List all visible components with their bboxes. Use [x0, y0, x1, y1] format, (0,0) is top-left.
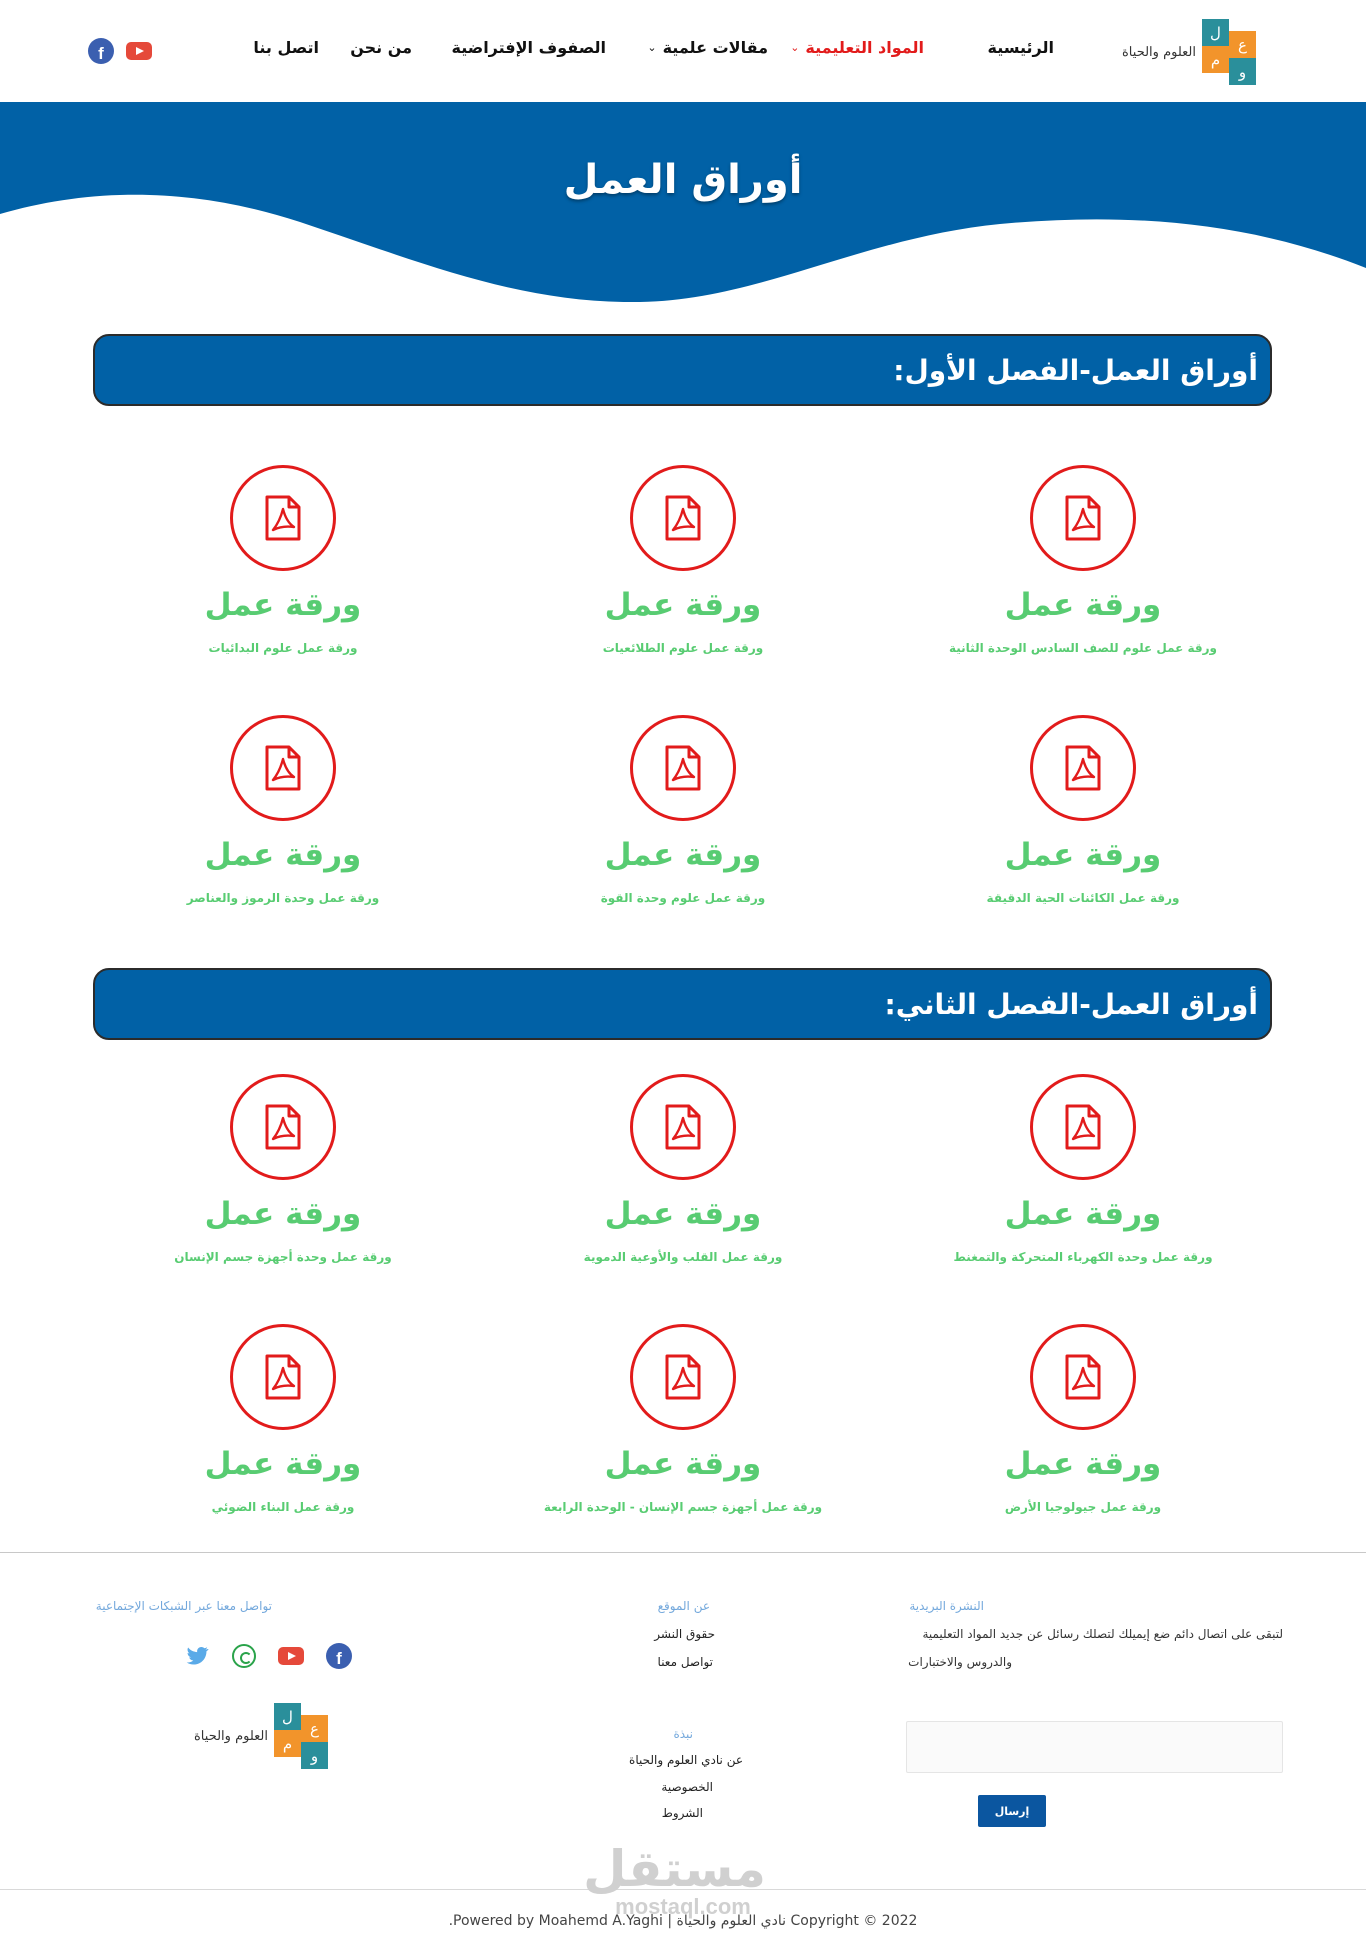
- page-hero: [0, 102, 1366, 302]
- section-title: أوراق العمل-الفصل الثاني:: [884, 988, 1258, 1021]
- nav-item-home[interactable]: [988, 38, 1055, 57]
- newsletter-text: لتبقى على اتصال دائم ضع إيميلك لتصلك رسائل عن جديد المواد التعليمية: [922, 1627, 1283, 1641]
- logo-letter: ل: [274, 1703, 301, 1730]
- worksheet-card[interactable]: [83, 1324, 483, 1514]
- worksheet-link[interactable]: ورقة عمل جيولوجيا الأرض: [1004, 1500, 1162, 1514]
- worksheet-title: ورقة عمل: [604, 837, 762, 873]
- youtube-icon[interactable]: [278, 1647, 304, 1665]
- newsletter-email-input[interactable]: [906, 1721, 1283, 1773]
- pdf-file-icon: [1063, 1354, 1103, 1400]
- worksheet-title: ورقة عمل: [604, 1196, 762, 1232]
- logo-letter: ع: [1229, 31, 1256, 58]
- site-header: [0, 0, 1366, 102]
- footer-link-privacy[interactable]: الخصوصية: [661, 1780, 713, 1794]
- pdf-icon-circle: [630, 1074, 736, 1180]
- youtube-icon[interactable]: [126, 42, 152, 60]
- pdf-icon-circle: [230, 1074, 336, 1180]
- nav-item-scientific-articles[interactable]: [647, 38, 768, 57]
- section-banner-first-semester: [93, 334, 1272, 406]
- pdf-file-icon: [263, 1104, 303, 1150]
- worksheet-title: ورقة عمل: [604, 587, 762, 623]
- footer-link-about-club[interactable]: عن نادي العلوم والحياة: [629, 1753, 743, 1767]
- brief-heading: نبذة: [673, 1727, 693, 1741]
- worksheet-link[interactable]: ورقة عمل علوم وحدة القوة: [600, 891, 766, 905]
- nav-item-virtual-classes[interactable]: [452, 38, 607, 57]
- facebook-icon[interactable]: f: [326, 1643, 352, 1669]
- nav-item-educational-materials[interactable]: [790, 38, 924, 57]
- nav-label: الصفوف الإفتراضية: [451, 38, 606, 57]
- watermark-arabic: مستقل: [583, 1840, 766, 1898]
- chevron-down-icon: ⌄: [647, 41, 657, 54]
- footer-link-terms[interactable]: الشروط: [661, 1806, 703, 1820]
- pdf-icon-circle: [230, 465, 336, 571]
- worksheet-title: ورقة عمل: [604, 1446, 762, 1482]
- worksheet-card[interactable]: [883, 715, 1283, 905]
- logo-mark: [274, 1703, 332, 1769]
- logo-letter: و: [1229, 58, 1256, 85]
- worksheet-title: ورقة عمل: [204, 837, 362, 873]
- logo-text: العلوم والحياة: [1122, 44, 1196, 60]
- pdf-file-icon: [663, 1354, 703, 1400]
- pdf-icon-circle: [230, 715, 336, 821]
- nav-label: من نحن: [350, 38, 412, 57]
- worksheet-link[interactable]: ورقة عمل علوم للصف السادس الوحدة الثانية: [948, 641, 1218, 655]
- worksheet-link[interactable]: ورقة عمل وحدة الكهرباء المتحركة والتمغنط: [953, 1250, 1213, 1264]
- watermark-latin: mostaql.com: [615, 1894, 751, 1919]
- logo-letter: و: [301, 1742, 328, 1769]
- whatsapp-icon[interactable]: [232, 1644, 256, 1668]
- newsletter-heading: النشرة البريدية: [909, 1599, 984, 1613]
- pdf-icon-circle: [630, 715, 736, 821]
- worksheet-card[interactable]: [483, 465, 883, 655]
- worksheet-title: ورقة عمل: [204, 1446, 362, 1482]
- footer-logo[interactable]: [194, 1700, 358, 1772]
- logo-letter: ل: [1202, 19, 1229, 46]
- worksheet-link[interactable]: ورقة عمل وحدة أجهزة جسم الإنسان: [174, 1250, 392, 1264]
- logo-letter: ع: [301, 1715, 328, 1742]
- worksheet-title: ورقة عمل: [1004, 587, 1162, 623]
- pdf-icon-circle: [630, 1324, 736, 1430]
- pdf-file-icon: [663, 745, 703, 791]
- pdf-file-icon: [1063, 1104, 1103, 1150]
- pdf-icon-circle: [1030, 465, 1136, 571]
- pdf-file-icon: [263, 745, 303, 791]
- newsletter-text: والدروس والاختبارات: [908, 1655, 1012, 1669]
- newsletter-send-button[interactable]: إرسال: [978, 1795, 1046, 1827]
- logo-text: العلوم والحياة: [194, 1728, 268, 1744]
- worksheet-card[interactable]: [883, 1324, 1283, 1514]
- worksheet-card[interactable]: [883, 465, 1283, 655]
- header-social-links: [88, 38, 152, 64]
- pdf-icon-circle: [630, 465, 736, 571]
- pdf-file-icon: [663, 495, 703, 541]
- pdf-icon-circle: [230, 1324, 336, 1430]
- worksheet-card[interactable]: [883, 1074, 1283, 1264]
- pdf-icon-circle: [1030, 715, 1136, 821]
- worksheet-link[interactable]: ورقة عمل القلب والأوعية الدموية: [583, 1250, 783, 1264]
- chevron-down-icon: ⌄: [790, 41, 800, 54]
- facebook-icon[interactable]: f: [88, 38, 114, 64]
- nav-item-contact-us[interactable]: [253, 38, 319, 57]
- worksheet-card[interactable]: [83, 1074, 483, 1264]
- footer-link-copyright[interactable]: حقوق النشر: [654, 1627, 715, 1641]
- pdf-file-icon: [1063, 745, 1103, 791]
- nav-label: الرئيسية: [987, 38, 1054, 57]
- worksheet-title: ورقة عمل: [204, 1196, 362, 1232]
- pdf-file-icon: [663, 1104, 703, 1150]
- page-title: أوراق العمل: [563, 157, 803, 203]
- logo-letter: م: [1202, 46, 1229, 73]
- pdf-file-icon: [1063, 495, 1103, 541]
- mostaql-watermark: [583, 1840, 766, 1919]
- worksheet-link[interactable]: ورقة عمل علوم البدائيات: [208, 641, 358, 655]
- worksheet-link[interactable]: ورقة عمل أجهزة جسم الإنسان - الوحدة الرابعة: [543, 1500, 823, 1514]
- pdf-icon-circle: [1030, 1074, 1136, 1180]
- worksheet-title: ورقة عمل: [1004, 1196, 1162, 1232]
- section-title: أوراق العمل-الفصل الأول:: [893, 354, 1258, 387]
- worksheet-card[interactable]: [83, 715, 483, 905]
- logo-letter: م: [274, 1730, 301, 1757]
- nav-label: المواد التعليمية: [805, 38, 924, 57]
- worksheet-title: ورقة عمل: [1004, 1446, 1162, 1482]
- pdf-file-icon: [263, 1354, 303, 1400]
- nav-label: مقالات علمية: [662, 38, 768, 57]
- section-banner-second-semester: [93, 968, 1272, 1040]
- main-nav: [0, 38, 1366, 64]
- worksheet-link[interactable]: ورقة عمل البناء الضوئي: [211, 1500, 355, 1514]
- about-site-heading: عن الموقع: [657, 1599, 710, 1613]
- copyright-text: Copyright © 2022 نادي العلوم والحياة | Powered by Moahemd A.Yaghi.: [448, 1913, 918, 1929]
- worksheet-card[interactable]: [83, 465, 483, 655]
- worksheet-link[interactable]: ورقة عمل علوم الطلائعيات: [602, 641, 764, 655]
- worksheet-title: ورقة عمل: [204, 587, 362, 623]
- twitter-icon[interactable]: [184, 1643, 210, 1669]
- footer-social-links: [184, 1643, 352, 1669]
- worksheet-link[interactable]: ورقة عمل وحدة الرموز والعناصر: [186, 891, 380, 905]
- worksheet-card[interactable]: [483, 715, 883, 905]
- worksheet-card[interactable]: [483, 1324, 883, 1514]
- worksheet-link[interactable]: ورقة عمل الكائنات الحية الدقيقة: [986, 891, 1180, 905]
- worksheet-title: ورقة عمل: [1004, 837, 1162, 873]
- pdf-icon-circle: [1030, 1324, 1136, 1430]
- nav-label: اتصل بنا: [253, 38, 319, 57]
- footer-divider: [0, 1552, 1366, 1553]
- social-heading: تواصل معنا عبر الشبكات الإجتماعية: [95, 1599, 272, 1613]
- nav-item-about-us[interactable]: [350, 38, 412, 57]
- pdf-file-icon: [263, 495, 303, 541]
- worksheet-card[interactable]: [483, 1074, 883, 1264]
- footer-link-contact[interactable]: تواصل معنا: [657, 1655, 713, 1669]
